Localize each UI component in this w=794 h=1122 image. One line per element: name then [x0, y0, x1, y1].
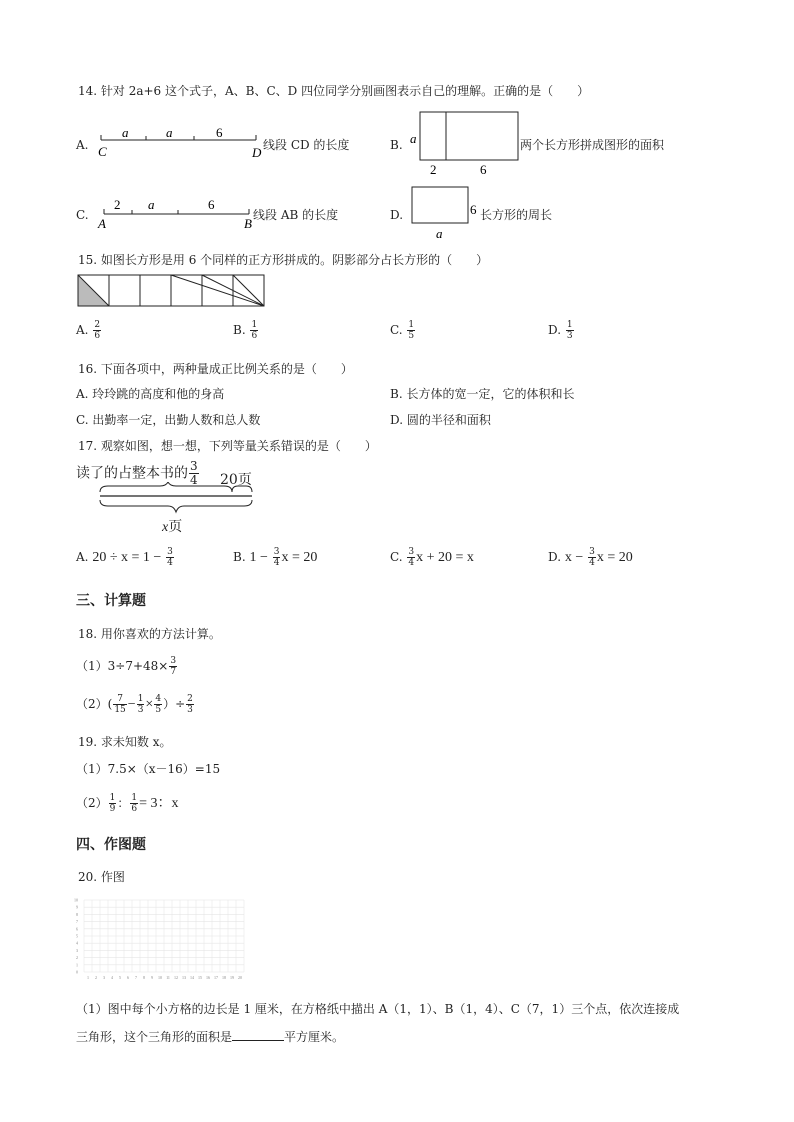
q14-a-end-d: D — [252, 145, 262, 160]
grid-x-tick: 17 — [214, 975, 218, 980]
grid-x-tick: 9 — [151, 975, 153, 980]
q15-option-b: B. $\frac{1}{6}$ — [233, 320, 258, 341]
q15-option-c: C. $\frac{1}{5}$ — [390, 320, 415, 341]
grid-y-tick: 6 — [76, 926, 78, 932]
q14-option-d-figure — [408, 184, 483, 240]
q15-option-d: D. $\frac{1}{3}$ — [548, 320, 573, 341]
grid-x-tick: 10 — [158, 975, 162, 980]
section-4-heading: 四、作图题 — [76, 837, 146, 853]
q18-part1: （1）3÷7+48× $\frac{3}{7}$ — [76, 656, 177, 677]
q14-c-seg2: a — [148, 197, 155, 212]
q16-option-b: B. 长方体的宽一定，它的体积和长 — [390, 387, 575, 401]
q17-option-c: C. $\frac{3}{4}$ x + 20 = x — [390, 547, 474, 568]
q15-stem: 15. 如图长方形是用 6 个同样的正方形拼成的。阴影部分占长方形的（ ） — [78, 253, 489, 267]
q19-part2: （2） $\frac{1}{9}$ ： $\frac{1}{6}$ = 3：x — [76, 793, 179, 814]
q14-c-seg1: 2 — [114, 197, 121, 212]
q14-a-seg3: 6 — [216, 125, 223, 140]
q14-d-bottom: a — [436, 226, 443, 240]
answer-blank[interactable] — [232, 1028, 284, 1041]
grid-y-tick: 0 — [76, 969, 78, 975]
q15-figure — [76, 272, 272, 312]
q17-figure-caption: 读了的占整本书的 $\frac{3}{4}$ — [76, 459, 198, 487]
q18-part2: （2）( $\frac{7}{15}$ − $\frac{1}{3}$ × $\frac{4}{5}$ ）÷ $\frac{2}{3}$ — [76, 694, 193, 715]
q17-figure — [96, 482, 256, 520]
q20-grid — [70, 892, 250, 984]
q14-c-end-b: B — [244, 216, 252, 230]
grid-x-tick: 20 — [238, 975, 242, 980]
q20-part1-line1: （1）图中每个小方格的边长是 1 厘米，在方格纸中描出 A（1，1）、B（1，4）、C（7，1）三个点，依次连接成 — [76, 1002, 680, 1016]
section-3-heading: 三、计算题 — [76, 593, 146, 609]
grid-x-tick: 19 — [230, 975, 234, 980]
q14-option-c-figure — [96, 194, 261, 230]
q19-stem: 19. 求未知数 x。 — [78, 735, 172, 749]
q17-stem: 17. 观察如图，想一想，下列等量关系错误的是（ ） — [78, 439, 377, 453]
grid-x-tick: 2 — [95, 975, 97, 980]
grid-x-tick: 6 — [127, 975, 129, 980]
q16-stem: 16. 下面各项中，两种量成正比例关系的是（ ） — [78, 362, 353, 376]
q14-b-side: a — [410, 131, 417, 146]
q16-option-d: D. 圆的半径和面积 — [390, 413, 491, 427]
q15-option-a: A. $\frac{2}{6}$ — [76, 320, 101, 341]
q17-option-b: B. 1 − $\frac{3}{4}$ x = 20 — [233, 547, 318, 568]
grid-x-tick: 8 — [143, 975, 145, 980]
q14-a-seg1: a — [122, 125, 129, 140]
q17-option-d: D. x − $\frac{3}{4}$ x = 20 — [548, 547, 633, 568]
q14-option-d-label: D. — [390, 208, 404, 222]
grid-x-tick: 3 — [103, 975, 105, 980]
q14-stem: 14. 针对 2a+6 这个式子，A、B、C、D 四位同学分别画图表示自己的理解。正确的是（ ） — [78, 84, 590, 98]
grid-y-tick: 8 — [76, 911, 78, 917]
q14-c-end-a: A — [98, 216, 106, 230]
q14-option-b-figure — [406, 110, 521, 178]
q14-option-b-label: B. — [390, 138, 403, 152]
q14-option-a-caption: 线段 CD 的长度 — [263, 138, 350, 152]
grid-x-tick: 1 — [87, 975, 89, 980]
grid-x-tick: 11 — [166, 975, 170, 980]
grid-x-tick: 4 — [111, 975, 113, 980]
grid-x-tick: 18 — [222, 975, 226, 980]
q14-c-seg3: 6 — [208, 197, 215, 212]
q17-option-a: A. 20 ÷ x = 1 − $\frac{3}{4}$ — [76, 547, 173, 568]
q14-option-d-caption: 长方形的周长 — [480, 208, 553, 222]
q16-option-a: A. 玲玲跳的高度和他的身高 — [76, 387, 225, 401]
q20-stem: 20. 作图 — [78, 870, 125, 884]
grid-x-tick: 16 — [206, 975, 210, 980]
q17-pages-label: 20页 — [220, 472, 252, 488]
q14-option-b-caption: 两个长方形拼成图形的面积 — [520, 138, 665, 152]
q14-option-c-label: C. — [76, 208, 89, 222]
grid-y-tick: 5 — [76, 933, 78, 939]
grid-y-tick: 1 — [76, 962, 78, 968]
q18-stem: 18. 用你喜欢的方法计算。 — [78, 627, 221, 641]
q14-b-bottom1: 2 — [430, 162, 437, 177]
q20-part1-line2: 三角形，这个三角形的面积是 平方厘米。 — [76, 1030, 345, 1044]
q14-option-a-figure — [96, 124, 266, 160]
grid-y-tick: 7 — [76, 919, 78, 925]
q16-option-c: C. 出勤率一定，出勤人数和总人数 — [76, 413, 261, 427]
grid-y-tick: 2 — [76, 955, 78, 961]
grid-x-tick: 5 — [119, 975, 121, 980]
grid-x-tick: 15 — [198, 975, 202, 980]
q14-a-seg2: a — [166, 125, 173, 140]
grid-y-tick: 3 — [76, 947, 78, 953]
grid-x-tick: 14 — [190, 975, 194, 980]
grid-x-tick: 13 — [182, 975, 186, 980]
grid-y-tick: 9 — [76, 904, 78, 910]
grid-y-tick: 4 — [76, 940, 78, 946]
grid-y-tick: 10 — [74, 897, 78, 903]
grid-x-tick: 7 — [135, 975, 137, 980]
q14-d-side: 6 — [470, 202, 477, 217]
q14-b-bottom2: 6 — [480, 162, 487, 177]
q19-part1: （1）7.5×（x－16）=15 — [76, 762, 221, 776]
q17-x-label: x页 — [162, 519, 183, 535]
q14-a-end-c: C — [98, 144, 107, 159]
q14-option-a-label: A. — [76, 138, 89, 152]
grid-x-tick: 12 — [174, 975, 178, 980]
q14-option-c-caption: 线段 AB 的长度 — [253, 208, 339, 222]
